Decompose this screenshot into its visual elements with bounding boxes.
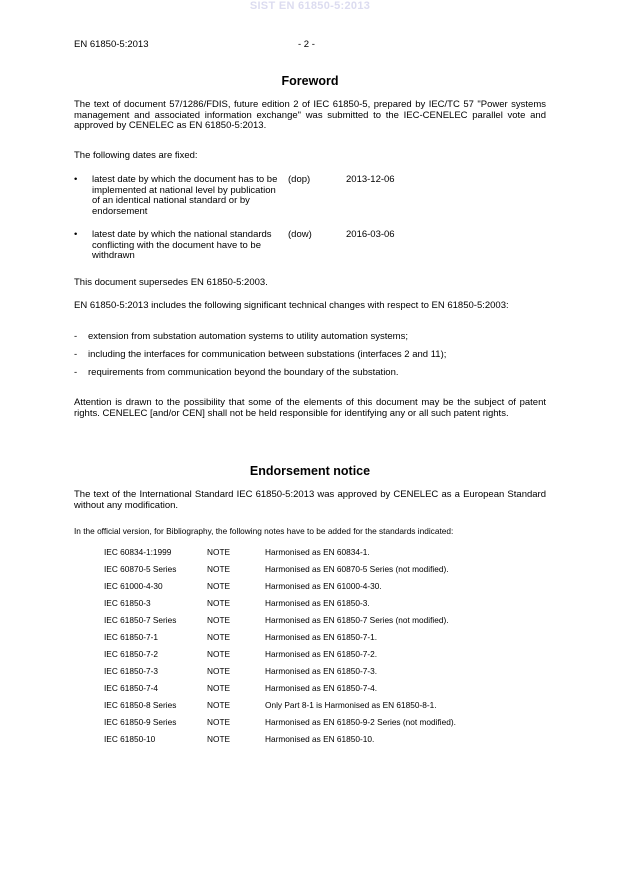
note-label: NOTE bbox=[207, 581, 231, 591]
patent-notice: Attention is drawn to the possibility that some of the elements of this document may be the subject of patent rights. CENELEC [and/or CEN] shall not be held responsible for identifying any or all such patent rights. bbox=[74, 397, 546, 419]
standard-id: IEC 61000-4-30 bbox=[104, 581, 163, 591]
note-text: Harmonised as EN 61000-4-30. bbox=[265, 581, 382, 591]
date-item-text: latest date by which the national standards conflicting with the document have to be withdrawn bbox=[92, 229, 272, 262]
standard-id: IEC 61850-7-3 bbox=[104, 666, 158, 676]
standard-id: IEC 61850-7-4 bbox=[104, 683, 158, 693]
change-item-text: requirements from communication beyond the boundary of the substation. bbox=[88, 367, 399, 378]
standard-id: IEC 60870-5 Series bbox=[104, 564, 177, 574]
note-label: NOTE bbox=[207, 700, 231, 710]
header-page-number: - 2 - bbox=[298, 39, 315, 50]
foreword-title: Foreword bbox=[281, 74, 339, 88]
endorsement-text: The text of the International Standard IEC 61850-5:2013 was approved by CENELEC as a European Standard without any modification. bbox=[74, 489, 546, 511]
endorsement-title: Endorsement notice bbox=[249, 464, 371, 478]
note-label: NOTE bbox=[207, 564, 231, 574]
dates-intro: The following dates are fixed: bbox=[74, 150, 198, 161]
standard-id: IEC 61850-9 Series bbox=[104, 717, 177, 727]
note-label: NOTE bbox=[207, 598, 231, 608]
change-item-text: including the interfaces for communication between substations (interfaces 2 and 11); bbox=[88, 349, 447, 360]
note-text: Harmonised as EN 61850-3. bbox=[265, 598, 370, 608]
standard-id: IEC 61850-7-2 bbox=[104, 649, 158, 659]
header-document-id: EN 61850-5:2013 bbox=[74, 39, 149, 50]
note-text: Harmonised as EN 60870-5 Series (not modified). bbox=[265, 564, 449, 574]
standard-id: IEC 61850-7-1 bbox=[104, 632, 158, 642]
note-label: NOTE bbox=[207, 734, 231, 744]
bullet-icon: • bbox=[74, 229, 78, 240]
note-label: NOTE bbox=[207, 649, 231, 659]
note-label: NOTE bbox=[207, 717, 231, 727]
note-label: NOTE bbox=[207, 547, 231, 557]
standard-id: IEC 60834-1:1999 bbox=[104, 547, 172, 557]
note-label: NOTE bbox=[207, 683, 231, 693]
standard-id: IEC 61850-3 bbox=[104, 598, 151, 608]
standard-id: IEC 61850-8 Series bbox=[104, 700, 177, 710]
note-text: Only Part 8-1 is Harmonised as EN 61850-8-1. bbox=[265, 700, 437, 710]
dash-icon: - bbox=[74, 349, 78, 360]
watermark: SIST EN 61850-5:2013 bbox=[249, 0, 371, 12]
note-text: Harmonised as EN 61850-7-1. bbox=[265, 632, 378, 642]
note-text: Harmonised as EN 61850-7-2. bbox=[265, 649, 378, 659]
note-text: Harmonised as EN 61850-7-3. bbox=[265, 666, 378, 676]
note-label: NOTE bbox=[207, 615, 231, 625]
date-item-code: (dop) bbox=[288, 174, 311, 185]
date-item-text: latest date by which the document has to be implemented at national level by publication of an identical national standard or by endorsement bbox=[92, 174, 278, 217]
note-label: NOTE bbox=[207, 632, 231, 642]
date-item-date: 2013-12-06 bbox=[346, 174, 395, 185]
supersedes-text: This document supersedes EN 61850-5:2003. bbox=[74, 277, 268, 288]
note-text: Harmonised as EN 60834-1. bbox=[265, 547, 370, 557]
date-item-date: 2016-03-06 bbox=[346, 229, 395, 240]
changes-intro: EN 61850-5:2013 includes the following significant technical changes with respect to EN 61850-5:2003: bbox=[74, 300, 509, 311]
note-text: Harmonised as EN 61850-7 Series (not modified). bbox=[265, 615, 449, 625]
dash-icon: - bbox=[74, 367, 78, 378]
date-item-code: (dow) bbox=[288, 229, 312, 240]
standard-id: IEC 61850-10 bbox=[104, 734, 156, 744]
note-label: NOTE bbox=[207, 666, 231, 676]
bibliography-note: In the official version, for Bibliography, the following notes have to be added for the standards indicated: bbox=[74, 526, 454, 536]
change-item-text: extension from substation automation systems to utility automation systems; bbox=[88, 331, 408, 342]
bullet-icon: • bbox=[74, 174, 78, 185]
note-text: Harmonised as EN 61850-9-2 Series (not modified). bbox=[265, 717, 456, 727]
foreword-intro: The text of document 57/1286/FDIS, future edition 2 of IEC 61850-5, prepared by IEC/TC 57 "Power systems management and associated information exchange" was submitted to the IEC-CENELEC parallel vote and approved by CENELEC as EN 61850-5:2013. bbox=[74, 99, 546, 132]
note-text: Harmonised as EN 61850-7-4. bbox=[265, 683, 378, 693]
standard-id: IEC 61850-7 Series bbox=[104, 615, 177, 625]
dash-icon: - bbox=[74, 331, 78, 342]
note-text: Harmonised as EN 61850-10. bbox=[265, 734, 375, 744]
